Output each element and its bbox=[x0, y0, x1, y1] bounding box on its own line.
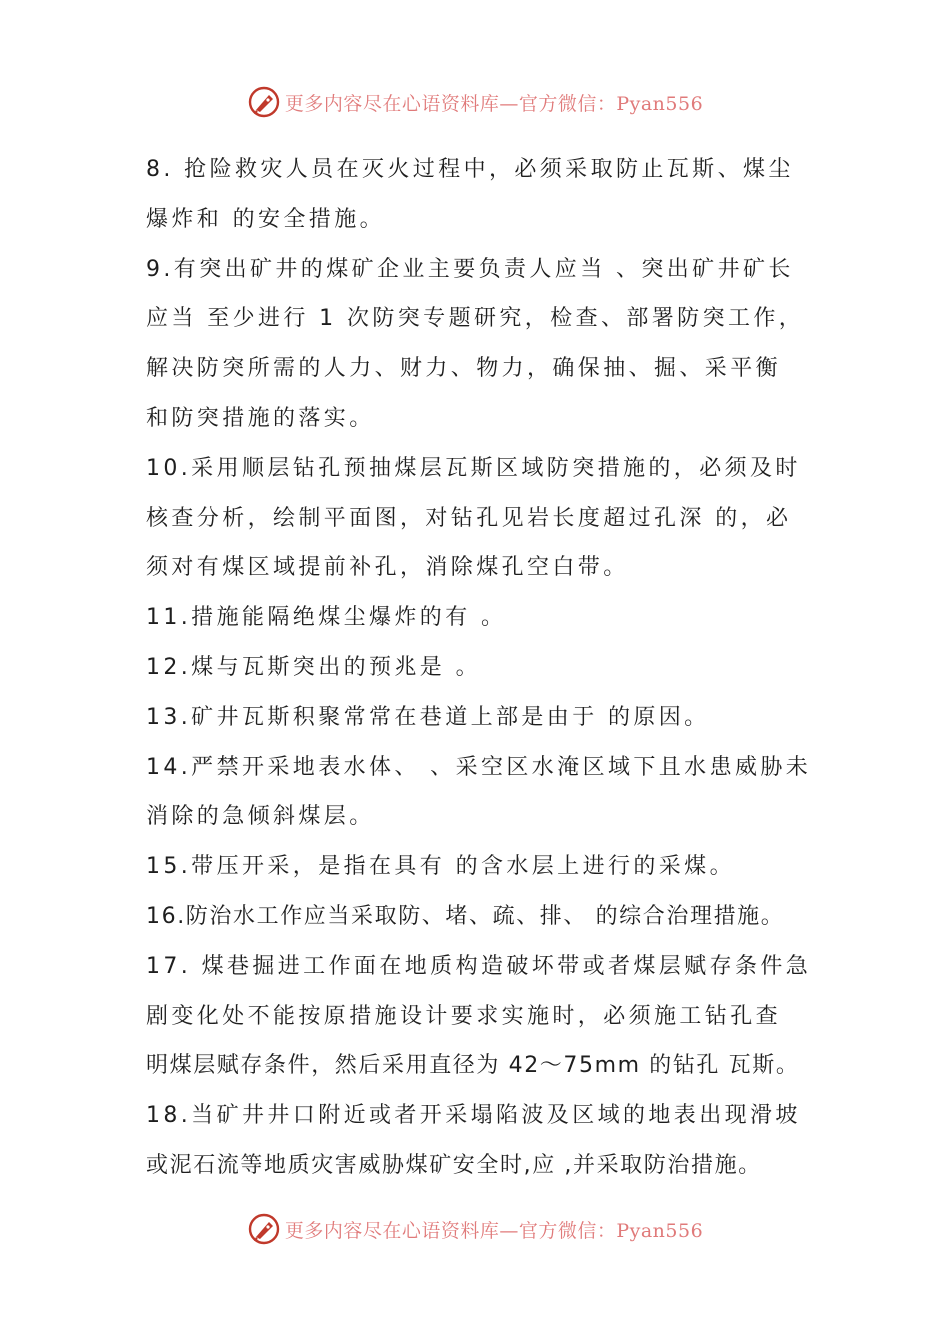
text-line: 爆炸和 的安全措施。 bbox=[146, 206, 385, 232]
text-line: 和防突措施的落实。 bbox=[146, 405, 375, 431]
text-line: 剧变化处不能按原措施设计要求实施时，必须施工钻孔查 bbox=[146, 1003, 782, 1029]
text-line: 应当 至少进行 1 次防突专题研究，检查、部署防突工作， bbox=[146, 306, 805, 332]
pen-nib-circle-logo bbox=[247, 1212, 281, 1246]
text-line: 8. 抢险救灾人员在灭火过程中，必须采取防止瓦斯、煤尘 bbox=[146, 157, 794, 182]
watermark-footer bbox=[0, 1209, 950, 1249]
document-body bbox=[146, 145, 822, 1191]
text-line: 10.采用顺层钻孔预抽煤层瓦斯区域防突措施的，必须及时 bbox=[146, 455, 801, 481]
text-line: 16.防治水工作应当采取防、堵、疏、排、 的综合治理措施。 bbox=[146, 903, 785, 929]
text-line: 11.措施能隔绝煤尘爆炸的有 。 bbox=[146, 605, 507, 631]
text-line: 解决防突所需的人力、财力、物力，确保抽、掘、采平衡 bbox=[146, 356, 782, 382]
pen-nib-circle-logo bbox=[247, 85, 281, 119]
watermark-text: 更多内容尽在心语资料库—官方微信：Pyan556 bbox=[284, 92, 704, 115]
watermark-text: 更多内容尽在心语资料库—官方微信：Pyan556 bbox=[284, 1219, 704, 1242]
text-line: 14.严禁开采地表水体、 、采空区水淹区域下且水患威胁未 bbox=[146, 754, 812, 780]
text-line: 15.带压开采，是指在具有 的含水层上进行的采煤。 bbox=[146, 854, 735, 880]
text-line: 或泥石流等地质灾害威胁煤矿安全时,应 ,并采取防治措施。 bbox=[146, 1152, 762, 1178]
text-line: 18.当矿井井口附近或者开采塌陷波及区域的地表出现滑坡 bbox=[146, 1103, 801, 1129]
text-line: 须对有煤区域提前补孔，消除煤孔空白带。 bbox=[146, 555, 629, 581]
watermark-header bbox=[0, 82, 950, 122]
text-line: 13.矿井瓦斯积聚常常在巷道上部是由于 的原因。 bbox=[146, 704, 710, 730]
text-line: 9.有突出矿井的煤矿企业主要负责人应当 、突出矿井矿长 bbox=[146, 256, 794, 282]
text-line: 17. 煤巷掘进工作面在地质构造破坏带或者煤层赋存条件急 bbox=[146, 953, 812, 979]
text-line: 核查分析，绘制平面图，对钻孔见岩长度超过孔深 的，必 bbox=[146, 505, 792, 531]
text-line: 消除的急倾斜煤层。 bbox=[146, 804, 375, 830]
text-line: 明煤层赋存条件，然后采用直径为 42～75mm 的钻孔 瓦斯。 bbox=[146, 1053, 800, 1079]
text-line: 12.煤与瓦斯突出的预兆是 。 bbox=[146, 654, 481, 680]
